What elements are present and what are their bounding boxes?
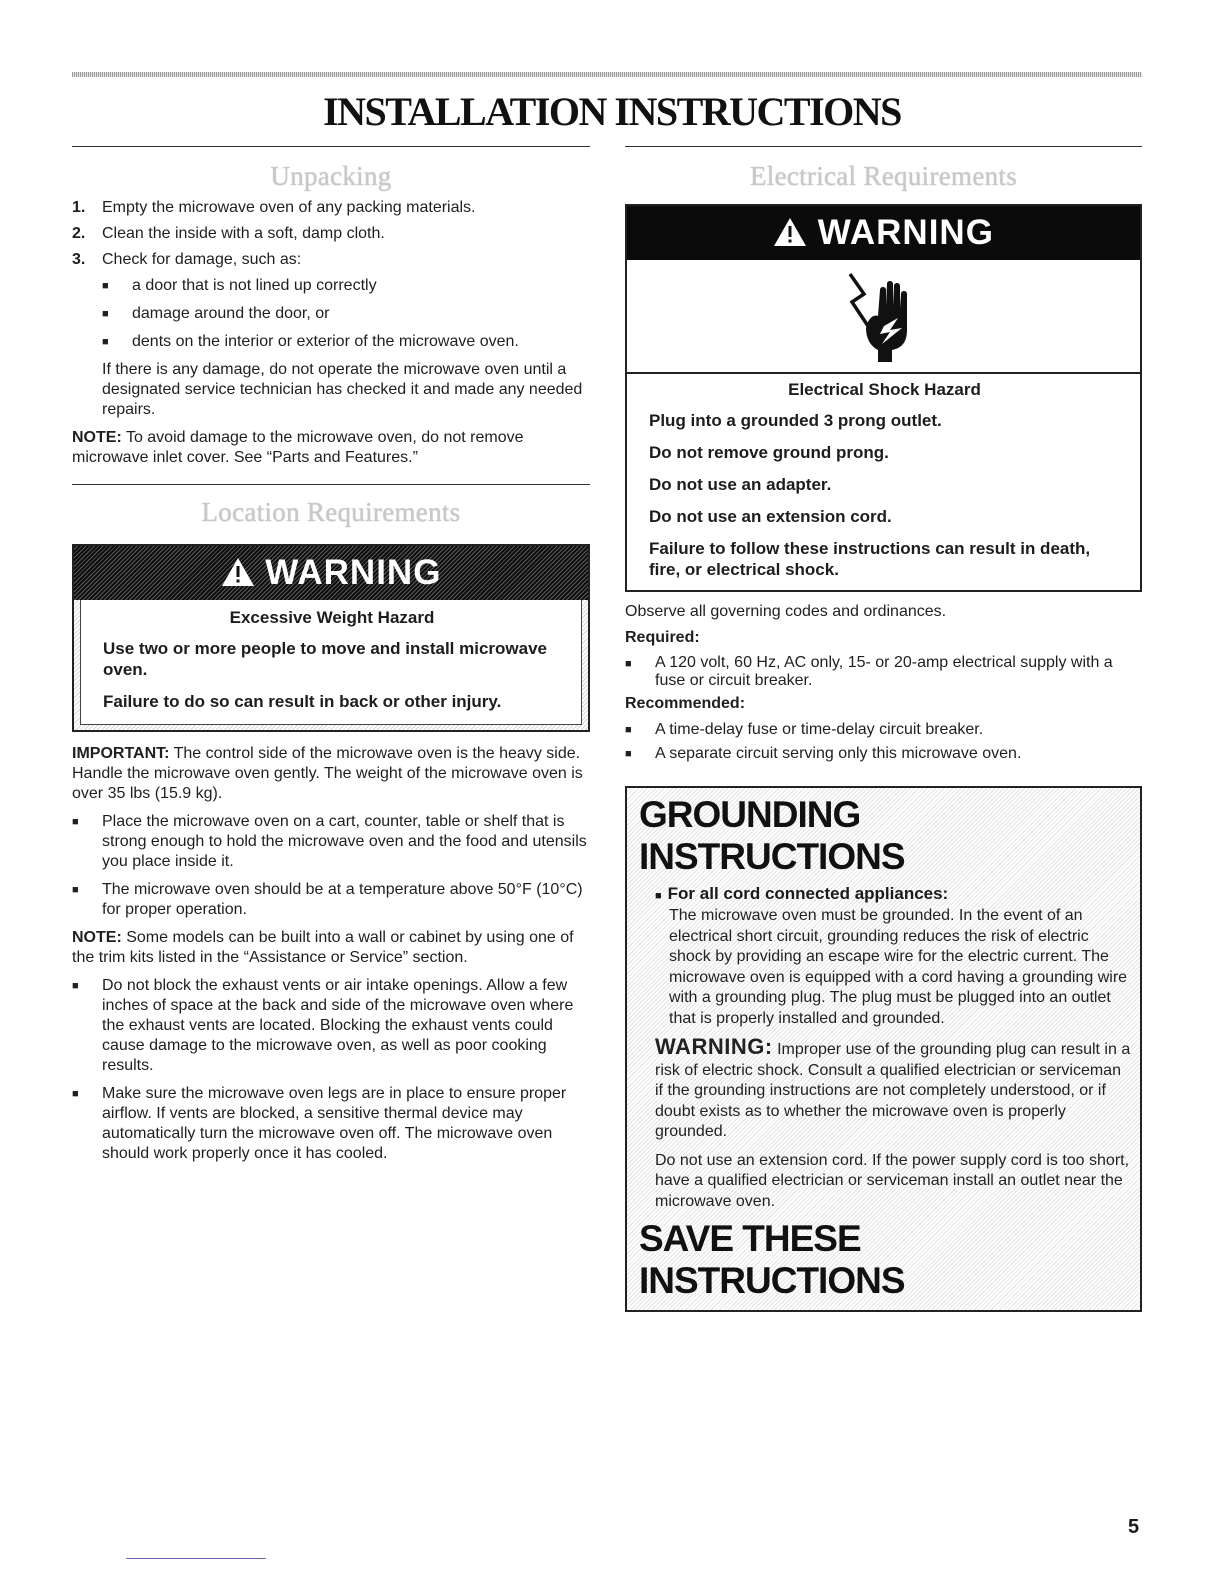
warning-header <box>74 546 588 600</box>
square-bullet-icon: ■ <box>72 980 79 992</box>
warning-line: Plug into a grounded 3 prong outlet. <box>649 411 942 430</box>
damage-item: a door that is not lined up correctly <box>132 277 377 294</box>
list-item <box>72 976 590 1076</box>
list-item <box>625 720 1142 740</box>
list-item <box>72 198 590 218</box>
recommended-item: A separate circuit serving only this microwave oven. <box>655 745 1022 762</box>
damage-item: damage around the door, or <box>132 305 330 322</box>
square-bullet-icon: ■ <box>72 1088 79 1100</box>
section-rule <box>72 146 590 147</box>
square-bullet-icon: ■ <box>625 748 632 760</box>
location-note <box>72 928 590 968</box>
grounding-para: Do not use an extension cord. If the power supply cord is too short, have a qualified electrician or serviceman install an outlet near the microwave oven. <box>655 1151 1130 1210</box>
square-bullet-icon: ■ <box>655 890 662 902</box>
unpacking-steps <box>72 198 590 468</box>
save-instructions-title: SAVE THESE INSTRUCTIONS <box>639 1218 905 1301</box>
electrical-content <box>625 602 1142 764</box>
grounding-box <box>625 786 1142 1312</box>
grounding-warning <box>637 1034 1132 1143</box>
step-text: Clean the inside with a soft, damp cloth. <box>102 225 385 242</box>
square-bullet-icon: ■ <box>625 658 632 670</box>
square-bullet-icon: ■ <box>625 724 632 736</box>
electrical-heading: Electrical Requirements <box>749 161 1018 191</box>
damage-note: If there is any damage, do not operate the microwave oven until a designated service technician has checked it and made any needed repairs. <box>102 361 583 418</box>
warning-line: Use two or more people to move and install microwave oven. <box>103 639 548 679</box>
hazard-title: Excessive Weight Hazard <box>229 608 435 627</box>
warning-header <box>627 206 1140 260</box>
section-rule <box>72 484 590 485</box>
unpacking-note <box>72 428 590 468</box>
damage-item: dents on the interior or exterior of the microwave oven. <box>132 333 519 350</box>
bullet-text: The microwave oven should be at a temperature above 50°F (10°C) for proper operation. <box>102 881 583 918</box>
grounding-para: The microwave oven must be grounded. In the event of an electrical short circuit, grounding reduces the risk of electric shock by providing an escape wire for the electric current. The microwave oven is equipped with a cord having a grounding wire with a grounding plug. The plug must be plugged into an outlet that is properly installed and grounded. <box>669 907 1128 1027</box>
warning-body <box>80 600 582 725</box>
list-item <box>102 304 590 324</box>
warning-label: WARNING <box>817 213 994 252</box>
step-number: 2. <box>72 225 86 242</box>
note-text: To avoid damage to the microwave oven, do not remove microwave inlet cover. See “Parts and Features.” <box>72 429 524 466</box>
bullet-text: Make sure the microwave oven legs are in place to ensure proper airflow. If vents are blocked, a sensitive thermal device may automatically turn the microwave oven off. The microwave oven should work properly once it has cooled. <box>102 1085 567 1162</box>
bullet-text: Place the microwave oven on a cart, counter, table or shelf that is strong enough to hold the microwave oven and the food and utensils you place inside it. <box>102 813 587 870</box>
list-item <box>102 332 590 352</box>
list-item <box>625 744 1142 764</box>
observe-text: Observe all governing codes and ordinances. <box>625 603 947 620</box>
list-item <box>102 276 590 296</box>
required-item: A 120 volt, 60 Hz, AC only, 15- or 20-amp electrical supply with a fuse or circuit breaker. <box>655 654 1113 689</box>
shock-icon-area <box>627 260 1140 374</box>
left-column <box>72 146 590 1172</box>
step-text: Check for damage, such as: <box>102 251 302 268</box>
hazard-title: Electrical Shock Hazard <box>788 380 981 399</box>
square-bullet-icon: ■ <box>72 884 79 896</box>
warning-line: Failure to do so can result in back or other injury. <box>103 692 502 711</box>
square-bullet-icon: ■ <box>102 280 109 292</box>
grounding-subheading <box>655 884 1132 904</box>
top-rule <box>72 72 1142 77</box>
list-item <box>72 1084 590 1164</box>
unpacking-heading: Unpacking <box>270 161 392 191</box>
footer-rule <box>126 1558 266 1559</box>
grounding-sub-text: For all cord connected appliances: <box>667 884 949 903</box>
warning-label: WARNING <box>265 553 442 592</box>
electrical-shock-icon <box>844 268 924 364</box>
grounding-warning-label: WARNING: <box>655 1034 773 1059</box>
section-rule <box>625 146 1142 147</box>
step-number: 3. <box>72 251 86 268</box>
note-text: Some models can be built into a wall or cabinet by using one of the trim kits listed in the “Assistance or Service” section. <box>72 929 574 966</box>
square-bullet-icon: ■ <box>72 816 79 828</box>
page-title: INSTALLATION INSTRUCTIONS <box>323 89 901 134</box>
warning-body <box>627 374 1140 590</box>
important-paragraph <box>72 744 590 804</box>
required-label: Required: <box>625 629 700 646</box>
list-item <box>72 224 590 244</box>
shock-warning-box <box>625 204 1142 592</box>
warning-line: Failure to follow these instructions can result in death, fire, or electrical shock. <box>649 539 1091 579</box>
warning-triangle-icon <box>773 213 818 252</box>
grounding-warning-text: Improper use of the grounding plug can result in a risk of electric shock. Consult a qualified electrician or serviceman if the grounding instructions are not completely understood, or if doubt exists as to whether the microwave oven is properly grounded. <box>655 1041 1131 1140</box>
weight-warning-box <box>72 544 590 732</box>
warning-line: Do not remove ground prong. <box>649 443 889 462</box>
bullet-text: Do not block the exhaust vents or air intake openings. Allow a few inches of space at the back and side of the microwave oven where the exhaust vents are located. Blocking the exhaust vents could cause damage to the microwave oven, as well as poor cooking results. <box>102 977 574 1074</box>
page-number: 5 <box>1128 1516 1140 1538</box>
note-label: NOTE: <box>72 929 122 946</box>
recommended-item: A time-delay fuse or time-delay circuit breaker. <box>655 721 984 738</box>
list-item <box>72 250 590 270</box>
location-content <box>72 744 590 1164</box>
list-item <box>72 880 590 920</box>
list-item <box>72 812 590 872</box>
important-text: The control side of the microwave oven is the heavy side. Handle the microwave oven gently. The weight of the microwave oven is over 35 lbs (15.9 kg). <box>72 745 583 802</box>
step-number: 1. <box>72 199 86 216</box>
right-column <box>625 146 1142 1312</box>
warning-triangle-icon <box>221 553 266 592</box>
list-item <box>625 654 1142 690</box>
step-text: Empty the microwave oven of any packing materials. <box>102 199 476 216</box>
square-bullet-icon: ■ <box>102 308 109 320</box>
location-heading: Location Requirements <box>201 497 461 527</box>
damage-list <box>72 276 590 352</box>
warning-line: Do not use an adapter. <box>649 475 832 494</box>
important-label: IMPORTANT: <box>72 745 170 762</box>
recommended-label: Recommended: <box>625 695 746 712</box>
note-label: NOTE: <box>72 429 122 446</box>
square-bullet-icon: ■ <box>102 336 109 348</box>
grounding-title: GROUNDING INSTRUCTIONS <box>639 794 905 877</box>
warning-line: Do not use an extension cord. <box>649 507 892 526</box>
